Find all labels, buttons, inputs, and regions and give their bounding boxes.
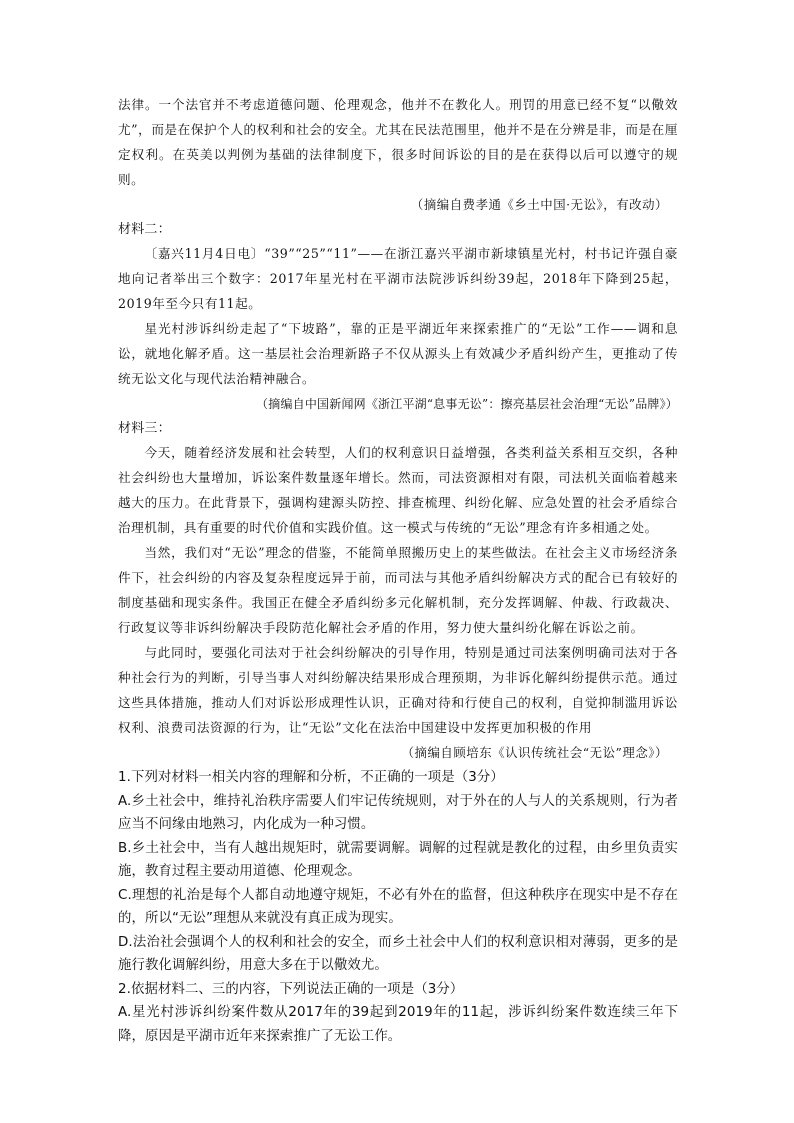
- material-one-source: （摘编自费孝通《乡土中国·无讼》，有改动）: [410, 197, 668, 212]
- material-two-source: （摘编自中国新闻网《浙江平湖“息事无讼”：擦亮基层社会治理“无讼”品牌》）: [256, 397, 678, 411]
- question-two-option-a: A.星光村涉诉纠纷案件数从2017年的39起到2019年的11起，涉诉纠纷案件数连续三年下降，原因是平湖市近年来探索推广了无讼工作。: [118, 1005, 678, 1044]
- question-one-option-a: A.乡土社会中，维持礼治秩序需要人们牢记传统规则，对于外在的人与人的关系规则，行为者应当不问缘由地熟习，内化成为一种习惯。: [118, 793, 678, 832]
- material-three: [118, 417, 678, 766]
- question-two: [118, 978, 678, 1049]
- material-three-source: （摘编自顾培东《认识传统社会“无讼”理念》）: [401, 745, 668, 760]
- question-one-stem: 1.下列对材料一相关内容的理解和分析，不正确的一项是（3分）: [118, 770, 504, 785]
- material-three-heading: 材料三：: [118, 421, 171, 436]
- material-three-paragraph-1: 今天，随着经济发展和社会转型，人们的权利意识日益增强，各类利益关系相互交织，各种社会纠纷也大量增加，诉讼案件数量逐年增长。然而，司法资源相对有限，司法机关面临着越来越大的压力。在此背景下，强调构建源头防控、排查梳理、纠纷化解、应急处置的社会矛盾综合治理机制，具有重要的时代价值和实践价值。这一模式与传统的“无讼”理念有许多相通之处。: [118, 445, 678, 535]
- material-three-paragraph-3: 与此同时，要强化司法对于社会纠纷解决的引导作用，特别是通过司法案例明确司法对于各种社会行为的判断，引导当事人对纠纷解决结果形成合理预期，为非诉化解纠纷提供示范。通过这些具体措施，推动人们对诉讼形成理性认识，正确对待和行使自己的权利，自觉抑制滥用诉讼权利、浪费司法资源的行为，让“无讼”文化在法治中国建设中发挥更加积极的作用: [118, 645, 678, 735]
- content-column: [118, 92, 678, 1048]
- material-two-paragraph-1: 〔嘉兴11月4日电〕“39”“25”“11”——在浙江嘉兴平湖市新埭镇星光村，村书记许强自豪地向记者举出三个数字：2017年星光村在平湖市法院涉诉纠纷39起，2018年下降到25起，2019年至今只有11起。: [118, 246, 678, 311]
- material-three-paragraph-2: 当然，我们对“无讼”理念的借鉴，不能简单照搬历史上的某些做法。在社会主义市场经济条件下，社会纠纷的内容及复杂程度远异于前，而司法与其他矛盾纠纷解决方式的配合已有较好的制度基础和现实条件。我国正在健全矛盾纠纷多元化解机制，充分发挥调解、仲裁、行政裁决、行政复议等非诉纠纷解决手段防范化解社会矛盾的作用，努力使大量纠纷化解在诉讼之前。: [118, 545, 678, 635]
- question-one-option-c: C.理想的礼治是每个人都自动地遵守规矩，不必有外在的监督，但这种秩序在现实中是不存在的，所以“无讼”理想从来就没有真正成为现实。: [118, 887, 678, 926]
- material-one-paragraph: 法律。一个法官并不考虑道德问题、伦理观念，他并不在教化人。刑罚的用意已经不复“以儆效尤”，而是在保护个人的权利和社会的安全。尤其在民法范围里，他并不是在分辨是非，而是在厘定权利。在英美以判例为基础的法律制度下，很多时间诉讼的目的是在获得以后可以遵守的规则。: [118, 97, 678, 187]
- material-two: [118, 218, 678, 417]
- material-two-heading: 材料二：: [118, 222, 171, 237]
- question-one: [118, 766, 678, 978]
- material-one: [118, 92, 678, 218]
- question-two-stem: 2.依据材料二、三的内容，下列说法正确的一项是（3分）: [118, 981, 464, 997]
- material-two-paragraph-2: 星光村涉诉纠纷走起了“下坡路”，靠的正是平湖近年来探索推广的“无讼”工作——调和息讼，就地化解矛盾。这一基层社会治理新路子不仅从源头上有效减少矛盾纠纷产生，更推动了传统无讼文化与现代法治精神融合。: [118, 321, 678, 386]
- question-one-option-b: B.乡土社会中，当有人越出规矩时，就需要调解。调解的过程就是教化的过程，由乡里负责实施，教育过程主要动用道德、伦理观念。: [118, 840, 678, 879]
- question-one-option-d: D.法治社会强调个人的权利和社会的安全，而乡土社会中人们的权利意识相对薄弱，更多的是施行教化调解纠纷，用意大多在于以儆效尤。: [118, 934, 678, 973]
